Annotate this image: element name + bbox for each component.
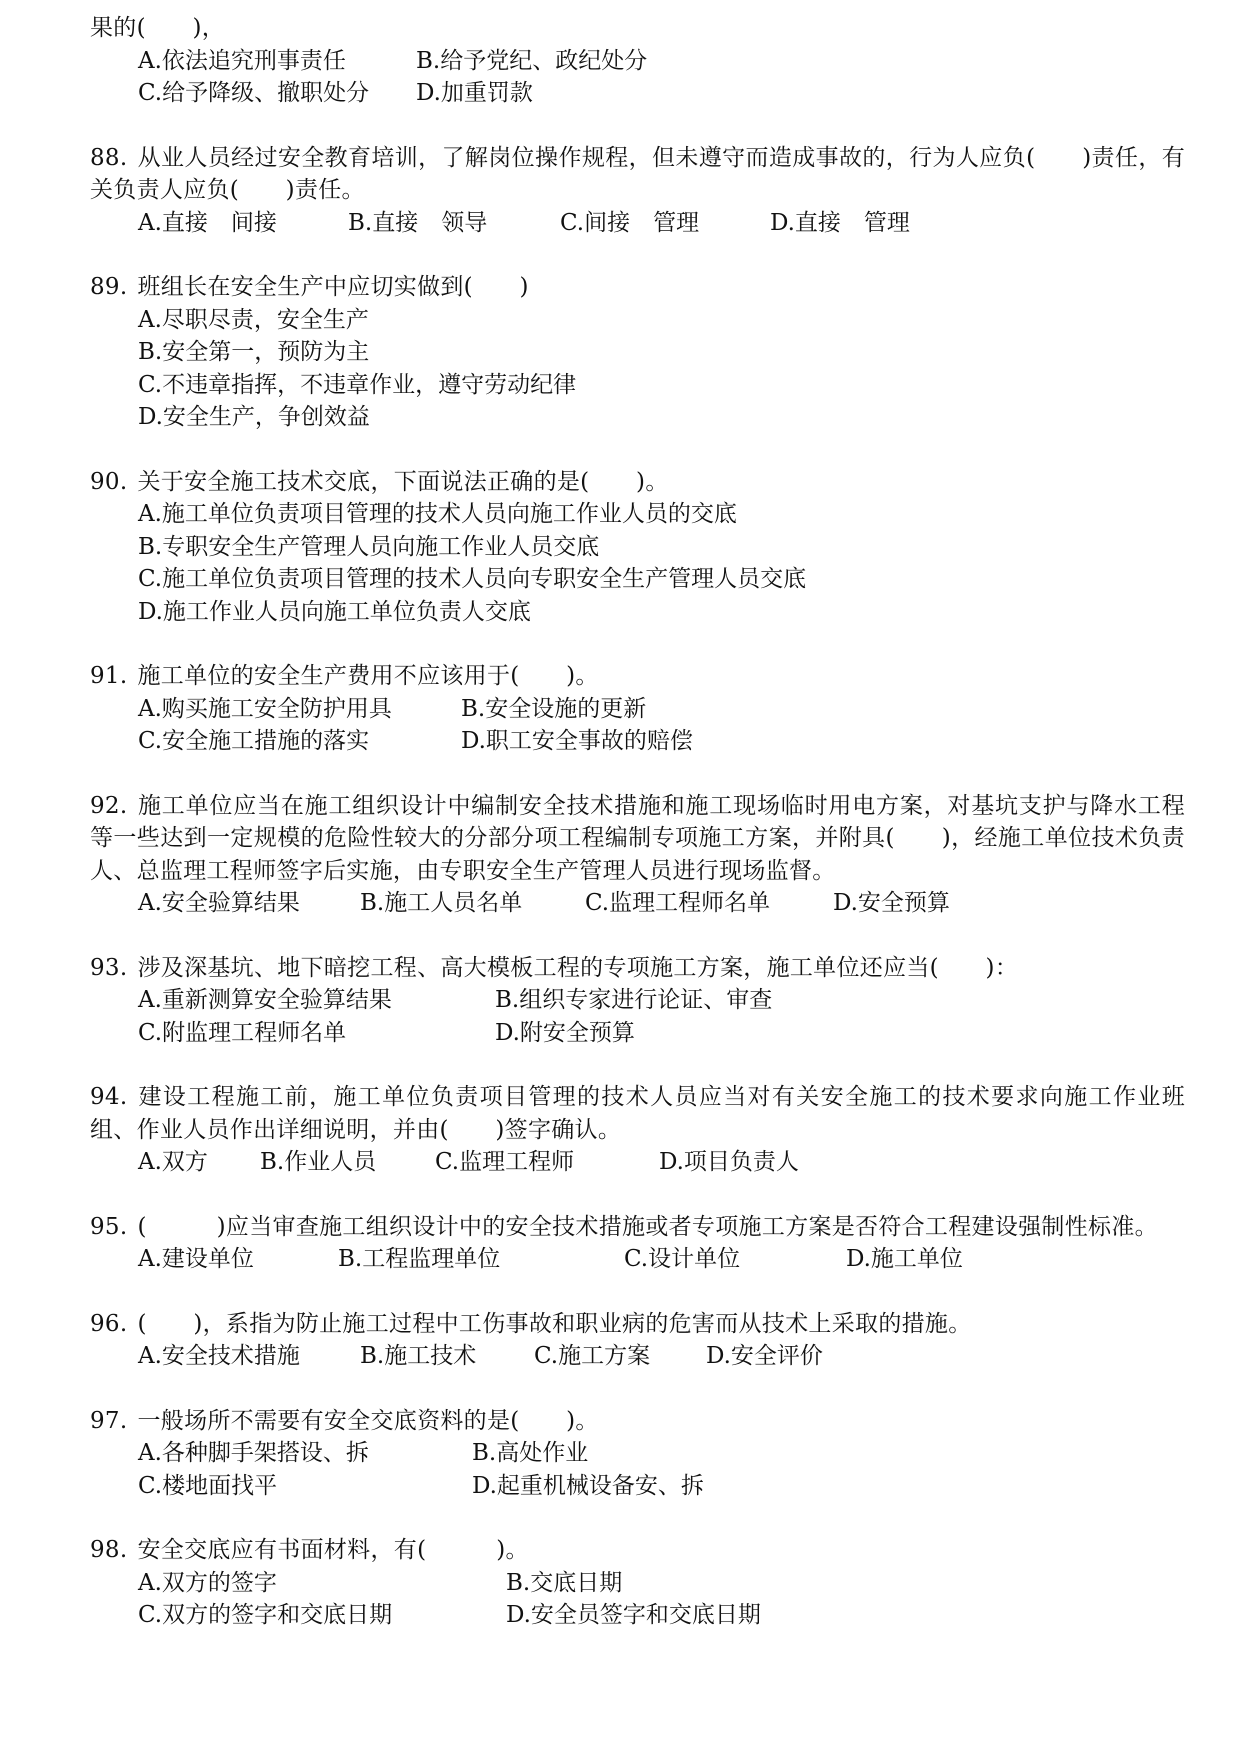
option-b: B.作业人员: [260, 1149, 377, 1175]
option-b: B.安全第一，预防为主: [138, 339, 370, 365]
question-stem: [90, 1308, 1185, 1341]
option-b: B.交底日期: [506, 1569, 623, 1596]
question-91: [90, 660, 1185, 758]
option-b: B.施工技术: [360, 1343, 477, 1369]
option-c: C.施工单位负责项目管理的技术人员向专职安全生产管理人员交底: [138, 566, 807, 592]
question-stem: [90, 660, 1185, 693]
question-95: [90, 1211, 1185, 1276]
question-stem: 果的( )，: [90, 15, 226, 41]
option-d: D.安全评价: [706, 1343, 823, 1369]
option-c: C.设计单位: [624, 1246, 741, 1272]
option-c: C.楼地面找平: [138, 1472, 278, 1499]
question-text: 涉及深基坑、地下暗挖工程、高大模板工程的专项施工方案，施工单位还应当( )：: [137, 954, 1019, 981]
option-c: C.安全施工措施的落实: [138, 728, 370, 754]
options-row: [138, 45, 1185, 78]
question-number: 89.: [90, 274, 128, 300]
question-number: 98.: [90, 1537, 128, 1563]
options-row: [138, 1017, 1185, 1050]
options-row: [138, 1599, 1185, 1632]
exam-page: [90, 12, 1185, 1664]
question-text: 从业人员经过安全教育培训，了解岗位操作规程，但未遵守而造成事故的，行为人应负( )责任，有关负责人应负( )责任。: [90, 144, 1185, 203]
options-row: [138, 693, 1185, 726]
question-stem: [90, 1534, 1185, 1567]
option-d: D.安全员签字和交底日期: [506, 1602, 761, 1628]
option-a: A.依法追究刑事责任: [138, 47, 346, 74]
option-a: A.安全技术措施: [138, 1343, 300, 1369]
options-row: [138, 1243, 1185, 1276]
option-a: A.双方的签字: [138, 1569, 277, 1596]
question-number: 88.: [90, 144, 128, 171]
question-number: 94.: [90, 1084, 128, 1110]
question-number: 90.: [90, 468, 128, 495]
option-b: B.施工人员名单: [360, 890, 523, 916]
options-row: [138, 725, 1185, 758]
question-text: 施工单位应当在施工组织设计中编制安全技术措施和施工现场临时用电方案，对基坑支护与降水工程等一些达到一定规模的危险性较大的分部分项工程编制专项施工方案，并附具( )，经施工单位技术负责人、总监理工程师签字后实施，由专职安全生产管理人员进行现场监督。: [90, 792, 1185, 884]
option-c: C.不违章指挥，不违章作业，遵守劳动纪律: [138, 371, 577, 398]
question-stem: [90, 1211, 1185, 1244]
question-96: [90, 1308, 1185, 1373]
option-d: D.职工安全事故的赔偿: [461, 728, 693, 754]
question-stem: [90, 466, 1185, 499]
option-d: D.起重机械设备安、拆: [472, 1472, 704, 1499]
question-number: 92.: [90, 792, 128, 819]
option-d: D.施工单位: [846, 1246, 963, 1272]
option-a: A.建设单位: [138, 1246, 254, 1272]
question-89: [90, 271, 1185, 434]
question-92: [90, 790, 1185, 920]
option-b: B.工程监理单位: [338, 1246, 501, 1272]
question-stem: [90, 142, 1185, 207]
question-number: 97.: [90, 1407, 128, 1434]
option-c: C.双方的签字和交底日期: [138, 1602, 393, 1628]
option-d: D.安全预算: [833, 890, 950, 916]
option-c: C.给予降级、撤职处分: [138, 80, 370, 106]
question-93: [90, 952, 1185, 1050]
option-d: D.施工作业人员向施工单位负责人交底: [138, 598, 531, 625]
question-97: [90, 1405, 1185, 1503]
option-b: B.给予党纪、政纪处分: [416, 47, 648, 74]
question-text: 建设工程施工前，施工单位负责项目管理的技术人员应当对有关安全施工的技术要求向施工作业班组、作业人员作出详细说明，并由( )签字确认。: [90, 1084, 1185, 1143]
options-row: [138, 1470, 1185, 1503]
options-row: [138, 1567, 1185, 1600]
option-a: A.双方: [138, 1149, 208, 1175]
option-d: D.安全生产，争创效益: [138, 404, 370, 430]
option-c: C.监理工程师名单: [585, 890, 771, 916]
question-number: 95.: [90, 1213, 128, 1240]
question-stem: [90, 1405, 1185, 1438]
question-text: 一般场所不需要有安全交底资料的是( )。: [137, 1407, 599, 1434]
question-stem: [90, 952, 1185, 985]
question-94: [90, 1081, 1185, 1179]
option-a: A.尽职尽责，安全生产: [138, 306, 369, 333]
question-88: [90, 142, 1185, 240]
question-text: 施工单位的安全生产费用不应该用于( )。: [137, 663, 599, 689]
question-98: [90, 1534, 1185, 1632]
option-c: C.附监理工程师名单: [138, 1019, 347, 1046]
question-number: 96.: [90, 1310, 128, 1337]
question-number: 93.: [90, 954, 128, 981]
option-c: C.监理工程师: [435, 1149, 575, 1175]
option-c: C.间接 管理: [560, 209, 700, 236]
question-number: 91.: [90, 663, 128, 689]
question-stem: [90, 1081, 1185, 1146]
question-stem: [90, 790, 1185, 888]
option-d: D.直接 管理: [770, 209, 910, 236]
question-87-continued: [90, 12, 1185, 110]
options-row: [138, 984, 1185, 1017]
option-d: D.项目负责人: [659, 1149, 799, 1175]
options-row: [138, 1437, 1185, 1470]
option-a: A.各种脚手架搭设、拆: [138, 1440, 369, 1466]
option-a: A.施工单位负责项目管理的技术人员向施工作业人员的交底: [138, 501, 737, 527]
option-a: A.直接 间接: [138, 209, 277, 236]
option-b: B.专职安全生产管理人员向施工作业人员交底: [138, 533, 600, 560]
options-row: [138, 77, 1185, 110]
option-b: B.高处作业: [472, 1440, 589, 1466]
question-text: 班组长在安全生产中应切实做到( ): [137, 274, 529, 300]
options-row: [138, 887, 1185, 920]
options-row: [138, 1340, 1185, 1373]
option-b: B.组织专家进行论证、审查: [495, 987, 773, 1013]
option-a: A.重新测算安全验算结果: [138, 987, 392, 1013]
question-text: ( )，系指为防止施工过程中工伤事故和职业病的危害而从技术上采取的措施。: [137, 1310, 972, 1337]
question-stem: [90, 271, 1185, 304]
question-90: [90, 466, 1185, 629]
question-text: 关于安全施工技术交底，下面说法正确的是( )。: [137, 468, 669, 495]
option-a: A.购买施工安全防护用具: [138, 695, 392, 722]
option-b: B.直接 领导: [348, 209, 488, 236]
options-row: [138, 1146, 1185, 1179]
question-text: ( )应当审查施工组织设计中的安全技术措施或者专项施工方案是否符合工程建设强制性标准。: [137, 1213, 1158, 1240]
option-b: B.安全设施的更新: [461, 695, 647, 722]
options-row: [138, 207, 1185, 240]
option-d: D.附安全预算: [495, 1019, 635, 1046]
question-text: 安全交底应有书面材料，有( )。: [137, 1537, 529, 1563]
option-d: D.加重罚款: [416, 80, 533, 106]
option-a: A.安全验算结果: [138, 890, 300, 916]
option-c: C.施工方案: [534, 1343, 651, 1369]
